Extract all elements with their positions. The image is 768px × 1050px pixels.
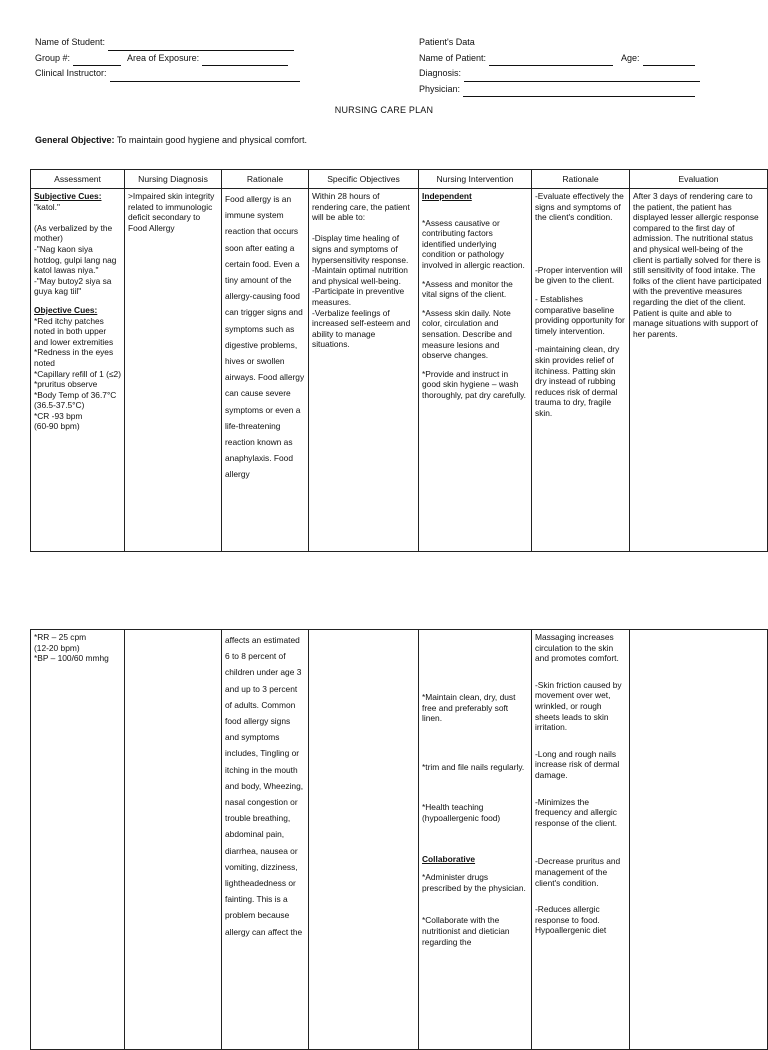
student-name-label: Name of Student: [35,37,106,47]
objectives-text: Within 28 hours of rendering care, the patient will be able to: -Display time healing of signs and symptoms of hypersensitivity response. -Maintain optimal nutrition and physical well-being. -Participate in preventive measures. -Verbalize feelings of increased self-esteem and ability to manage situations. [312,191,411,350]
rationale-item: -Reduces allergic response to food. Hypoallergenic diet [535,904,607,936]
group-row [35,51,325,67]
col-assessment: Assessment [31,170,125,189]
diagnosis-cell-cont [125,630,222,1050]
rationale-item: Massaging increases circulation to the skin and promotes comfort. [535,632,619,664]
objective-cues-label: Objective Cues: [34,304,98,315]
patient-data-heading [419,35,719,51]
objectives-cell-cont [309,630,419,1050]
objective-cues-text: *Red itchy patches noted in both upper and lower extremities *Redness in the eyes noted *Capillary refill of 1 (≤2) *pruritus observe *Body Temp of 36.7°C (36.5-37.5°C) *CR -93 bpm (60-90 bpm) [34,315,121,432]
diagnosis-label: Diagnosis: [419,68,462,78]
general-objective-label: General Objective: [35,135,115,145]
patient-name-label: Name of Patient: [419,52,487,63]
intervention-item: *Assess skin daily. Note color, circulation and sensation. Describe and measure lesions and observe changes. [422,307,512,361]
instructor-label: Clinical Instructor: [35,68,107,78]
group-label: Group #: [35,52,71,63]
objectives-cell [309,189,419,552]
intervention-item: *Maintain clean, dry, dust free and preferably soft linen. [422,692,516,724]
evaluation-cell [630,189,768,552]
rationale-item: -Long and rough nails increase risk of dermal damage. [535,748,620,780]
instructor-row [35,66,325,82]
area-label: Area of Exposure: [127,52,200,63]
evaluation-text: After 3 days of rendering care to the patient, the patient has displayed lesser allergic response compared to the first day of admission. The nutritional status and physical well-being of the client is partially solved for there is still sensitivity of food intake. The folks of the client have participated with the preventive measures regarding the diet of the client. Patient is quite and able to manage situations with support of her parents. [633,191,762,339]
assessment-cell-cont [31,630,125,1050]
age-label: Age: [621,52,640,63]
rationale-item: -Evaluate effectively the signs and symptoms of the client's condition. [535,191,624,223]
independent-label: Independent [422,191,472,201]
diagnosis-row [419,66,719,82]
intervention-item: *Assess causative or contributing factors identified underlying condition or pathology involved in allergic reaction. [422,217,525,270]
patient-name-field[interactable] [489,55,613,66]
table-header-row [31,170,768,189]
rationale-text-cont: affects an estimated 6 to 8 percent of children under age 3 and up to 3 percent of adults. Common food allergy signs and symptoms includes, Tingling or itching in the mouth and body, Wheezing, nasal congestion or trouble breathing, abdominal pain, diarrhea, nausea or vomiting, dizziness, lightheadedness or fainting. This is a problem because allergy can affect the [225,635,304,937]
evaluation-cell-cont [630,630,768,1050]
collaborative-label: Collaborative [422,853,476,864]
rationale-item: -Decrease pruritus and management of the client's condition. [535,856,621,888]
age-field[interactable] [643,55,695,66]
intervention-item: *Provide and instruct in good skin hygiene – wash thoroughly, pat dry carefully. [422,368,526,400]
intervention-item: *Assess and monitor the vital signs of the client. [422,278,513,300]
table-row [31,189,768,552]
rationale-item: -maintaining clean, dry skin provides relief of itchiness. Patting skin dry instead of rubbing reduces risk of dermal trauma to dry, fragile skin. [535,344,620,418]
intervention-item: *trim and file nails regularly. [422,761,525,772]
patient-data-block [419,35,719,97]
group-field[interactable] [73,55,121,66]
rationale-cell-cont [222,630,309,1050]
intervention-cell-cont [419,630,532,1050]
general-objective-text: To maintain good hygiene and physical comfort. [114,135,307,145]
intervention-rationale-cell [532,189,630,552]
student-name-row [35,35,325,51]
col-nursing-intervention: Nursing Intervention [419,170,532,189]
physician-row [419,82,719,98]
diagnosis-cell [125,189,222,552]
rationale-text: Food allergy is an immune system reaction that occurs soon after eating a certain food. Even a tiny amount of the allergy-causing food can trigger signs and symptoms such as digestive problems, hives or swollen airways. Food allergy can cause severe symptoms or even a life-threatening reaction known as anaphylaxis. Food allergy [225,194,305,480]
col-intervention-rationale: Rationale [532,170,630,189]
rationale-item: -Minimizes the frequency and allergic response of the client. [535,796,617,828]
rationale-item: - Establishes comparative baseline providing opportunity for timely intervention. [535,293,625,336]
collab-item: *Collaborate with the nutritionist and dietician regarding the [422,915,510,947]
page-title: NURSING CARE PLAN [334,105,434,115]
assessment-text-cont: *RR – 25 cpm (12-20 bpm) *BP – 100/60 mmhg [34,632,109,664]
patient-data-label: Patient's Data [419,37,475,47]
subjective-cues-text: "katol." (As verbalized by the mother) -"Nag kaon siya hotdog, gulpi lang nag katol lawas niya." -"May butoy2 siya sa guya kag tiil" [34,201,117,297]
physician-label: Physician: [419,83,461,94]
area-field[interactable] [202,55,288,66]
care-plan-table-2 [30,629,768,1050]
diagnosis-text: >Impaired skin integrity related to immunologic deficit secondary to Food Allergy [128,191,215,233]
intervention-item: *Health teaching (hypoallergenic food) [422,802,501,823]
general-objective [35,135,307,145]
collab-item: *Administer drugs prescribed by the physician. [422,872,526,893]
assessment-cell [31,189,125,552]
student-info-block [35,35,325,82]
patient-name-row [419,51,719,67]
subjective-cues-label: Subjective Cues: [34,191,102,201]
col-rationale: Rationale [222,170,309,189]
rationale-item: -Proper intervention will be given to the client. [535,264,623,286]
rationale-item: -Skin friction caused by movement over wet, wrinkled, or rough sheets leads to skin irritation. [535,679,622,733]
col-specific-objectives: Specific Objectives [309,170,419,189]
col-nursing-diagnosis: Nursing Diagnosis [125,170,222,189]
care-plan-table-1 [30,169,768,552]
diagnosis-field[interactable] [464,71,700,82]
intervention-cell [419,189,532,552]
rationale-cell [222,189,309,552]
col-evaluation: Evaluation [630,170,768,189]
student-name-field[interactable] [108,40,294,51]
instructor-field[interactable] [110,71,300,82]
physician-field[interactable] [463,86,695,97]
intervention-rationale-cell-cont [532,630,630,1050]
table-row [31,630,768,1050]
